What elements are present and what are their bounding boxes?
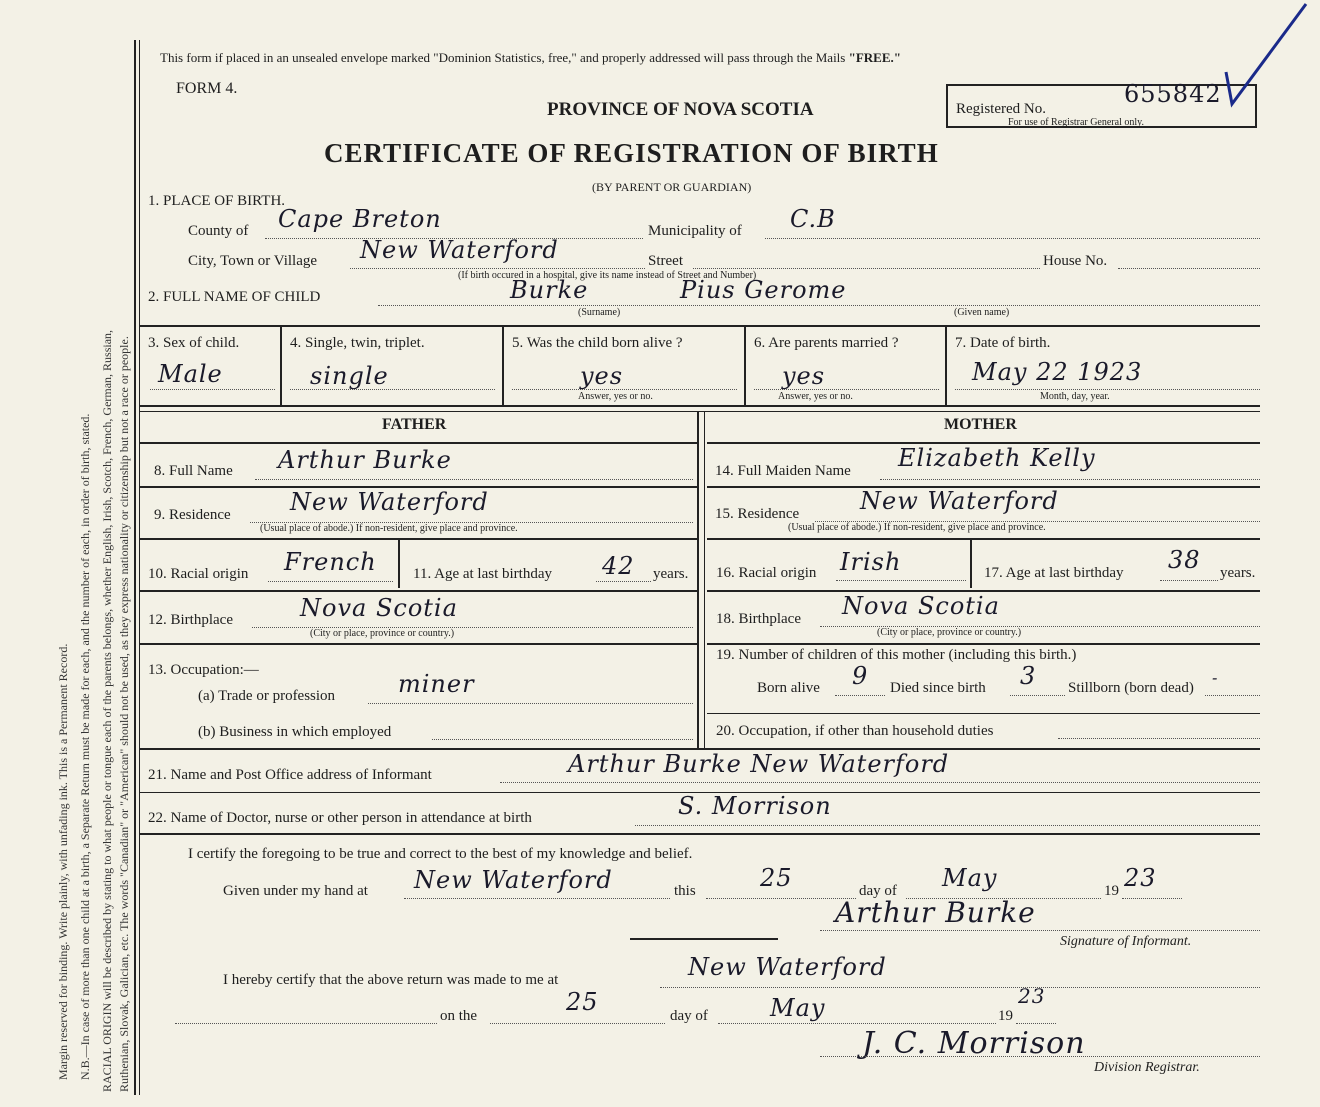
page-subtitle: (BY PARENT OR GUARDIAN) bbox=[592, 180, 752, 194]
mother-heading: MOTHER bbox=[944, 416, 1017, 433]
registered-number-label: Registered No. bbox=[956, 101, 1046, 117]
given-dayof-label: day of bbox=[859, 883, 897, 899]
given-year-prefix: 19 bbox=[1104, 883, 1119, 899]
born-alive-count-value: 9 bbox=[852, 662, 869, 690]
father-occupation-label: 13. Occupation:— bbox=[148, 662, 259, 678]
father-birthplace-label: 12. Birthplace bbox=[148, 612, 233, 628]
margin-note-1: Margin reserved for binding. Write plainly, with unfading ink. This is a Permanent Record. bbox=[56, 643, 70, 1080]
born-alive-count-label: Born alive bbox=[757, 680, 820, 696]
born-alive-label: 5. Was the child born alive ? bbox=[512, 335, 683, 351]
child-given-value: Pius Gerome bbox=[680, 276, 847, 304]
mother-residence-value: New Waterford bbox=[860, 487, 1059, 515]
born-alive-note: Answer, yes or no. bbox=[578, 391, 653, 402]
given-under-label: Given under my hand at bbox=[223, 883, 368, 899]
mother-occupation-label: 20. Occupation, if other than household duties bbox=[716, 723, 994, 739]
dob-label: 7. Date of birth. bbox=[955, 335, 1051, 351]
mother-children-label: 19. Number of children of this mother (including this birth.) bbox=[716, 647, 1077, 663]
registrar-dayof-label: day of bbox=[670, 1008, 708, 1024]
given-month-value: May bbox=[942, 864, 998, 892]
mother-age-years: years. bbox=[1220, 565, 1256, 581]
given-year-value: 23 bbox=[1124, 864, 1157, 892]
parents-married-label: 6. Are parents married ? bbox=[754, 335, 899, 351]
died-count-label: Died since birth bbox=[890, 680, 986, 696]
registrar-year-value: 23 bbox=[1018, 984, 1046, 1008]
city-label: City, Town or Village bbox=[188, 253, 318, 269]
stillborn-label: Stillborn (born dead) bbox=[1068, 680, 1194, 696]
father-trade-label: (a) Trade or profession bbox=[198, 688, 336, 704]
stillborn-value: - bbox=[1212, 668, 1219, 687]
mother-birthplace-note: (City or place, province or country.) bbox=[877, 627, 1022, 638]
margin-note-2: N.B.—In case of more than one child at a birth, a Separate Return must be made for each, and the number of each, in order of birth, stated. bbox=[78, 413, 92, 1080]
mother-age-value: 38 bbox=[1168, 546, 1201, 574]
mother-birthplace-label: 18. Birthplace bbox=[716, 611, 801, 627]
mother-name-value: Elizabeth Kelly bbox=[898, 444, 1096, 472]
mother-residence-label: 15. Residence bbox=[715, 506, 800, 522]
father-race-value: French bbox=[284, 548, 377, 576]
informant-signature: Arthur Burke bbox=[835, 896, 1036, 929]
mother-race-value: Irish bbox=[840, 548, 902, 576]
born-alive-value: yes bbox=[580, 362, 624, 390]
died-count-value: 3 bbox=[1020, 662, 1037, 690]
child-name-label: 2. FULL NAME OF CHILD bbox=[148, 289, 321, 305]
given-place-value: New Waterford bbox=[414, 866, 613, 894]
father-age-years: years. bbox=[653, 566, 689, 582]
father-name-value: Arthur Burke bbox=[278, 446, 452, 474]
checkmark-icon bbox=[1222, 0, 1312, 115]
province-heading: PROVINCE OF NOVA SCOTIA bbox=[547, 99, 814, 120]
registered-number-value: 655842 bbox=[1124, 80, 1222, 108]
form-number: FORM 4. bbox=[176, 80, 238, 97]
registrar-signature: J. C. Morrison bbox=[862, 1026, 1086, 1061]
mother-birthplace-value: Nova Scotia bbox=[842, 592, 1000, 620]
place-heading: 1. PLACE OF BIRTH. bbox=[148, 193, 286, 209]
registrar-place-value: New Waterford bbox=[688, 953, 887, 981]
given-day-value: 25 bbox=[760, 864, 793, 892]
mother-name-label: 14. Full Maiden Name bbox=[715, 463, 851, 479]
informant-label: 21. Name and Post Office address of Informant bbox=[148, 767, 432, 783]
dob-note: Month, day, year. bbox=[1040, 391, 1110, 402]
margin-note-4: Ruthenian, Slovak, Galician, etc. The words "Canadian" or "American" should not be used, as they express nationality or citizenship but not a race or people. bbox=[117, 336, 131, 1092]
page-title: CERTIFICATE OF REGISTRATION OF BIRTH bbox=[324, 138, 939, 168]
this-label: this bbox=[674, 883, 696, 899]
father-residence-label: 9. Residence bbox=[154, 507, 231, 523]
margin-note-3: RACIAL ORIGIN will be described by stating to what people or tongue each of the parents belongs, whether English, Irish, Scotch, French, German, Russian, bbox=[100, 329, 114, 1092]
mother-race-label: 16. Racial origin bbox=[716, 565, 817, 581]
parents-married-value: yes bbox=[782, 362, 826, 390]
father-residence-note: (Usual place of abode.) If non-resident, give place and province. bbox=[260, 523, 518, 534]
left-border bbox=[134, 40, 136, 1095]
municipality-label: Municipality of bbox=[648, 223, 742, 239]
father-heading: FATHER bbox=[382, 416, 447, 433]
father-age-label: 11. Age at last birthday bbox=[413, 566, 552, 582]
parents-married-note: Answer, yes or no. bbox=[778, 391, 853, 402]
father-birthplace-value: Nova Scotia bbox=[300, 594, 458, 622]
street-label: Street bbox=[648, 253, 683, 269]
certify-statement: I certify the foregoing to be true and correct to the best of my knowledge and belief. bbox=[188, 846, 693, 862]
plurality-value: single bbox=[310, 362, 389, 390]
doctor-label: 22. Name of Doctor, nurse or other person in attendance at birth bbox=[148, 810, 532, 826]
registrar-day-value: 25 bbox=[566, 988, 599, 1016]
doctor-value: S. Morrison bbox=[678, 792, 832, 820]
father-business-label: (b) Business in which employed bbox=[198, 724, 392, 740]
mother-residence-note: (Usual place of abode.) If non-resident, give place and province. bbox=[788, 522, 1046, 533]
informant-signature-label: Signature of Informant. bbox=[1060, 934, 1192, 949]
father-name-label: 8. Full Name bbox=[154, 463, 233, 479]
registered-number-box bbox=[946, 80, 1257, 128]
mother-age-label: 17. Age at last birthday bbox=[984, 565, 1124, 581]
sex-value: Male bbox=[158, 360, 223, 388]
house-label: House No. bbox=[1043, 253, 1108, 269]
registrar-on-label: on the bbox=[440, 1008, 478, 1024]
registered-number-note: For use of Registrar General only. bbox=[1008, 117, 1144, 128]
city-value: New Waterford bbox=[360, 236, 559, 264]
registrar-month-value: May bbox=[770, 994, 826, 1022]
father-age-value: 42 bbox=[602, 552, 635, 580]
registrar-statement: I hereby certify that the above return was made to me at bbox=[223, 972, 559, 988]
given-note: (Given name) bbox=[954, 307, 1010, 318]
hospital-note: (If birth occured in a hospital, give its name instead of Street and Number) bbox=[458, 270, 757, 281]
municipality-value: C.B bbox=[790, 205, 836, 233]
father-race-label: 10. Racial origin bbox=[148, 566, 249, 582]
mail-notice: This form if placed in an unsealed envelope marked "Dominion Statistics, free," and properly addressed will pass through the Mails "FREE." bbox=[160, 50, 901, 65]
registrar-year-prefix: 19 bbox=[998, 1008, 1013, 1024]
dob-value: May 22 1923 bbox=[972, 358, 1143, 386]
registrar-signature-label: Division Registrar. bbox=[1094, 1060, 1200, 1075]
sex-label: 3. Sex of child. bbox=[148, 335, 240, 351]
father-trade-value: miner bbox=[398, 670, 475, 698]
informant-value: Arthur Burke New Waterford bbox=[568, 750, 950, 778]
county-value: Cape Breton bbox=[278, 205, 442, 233]
child-surname-value: Burke bbox=[510, 276, 589, 304]
father-residence-value: New Waterford bbox=[290, 488, 489, 516]
plurality-label: 4. Single, twin, triplet. bbox=[290, 335, 425, 351]
father-birthplace-note: (City or place, province or country.) bbox=[310, 628, 455, 639]
left-border-inner bbox=[139, 40, 140, 1095]
surname-note: (Surname) bbox=[578, 307, 621, 318]
county-label: County of bbox=[188, 223, 249, 239]
